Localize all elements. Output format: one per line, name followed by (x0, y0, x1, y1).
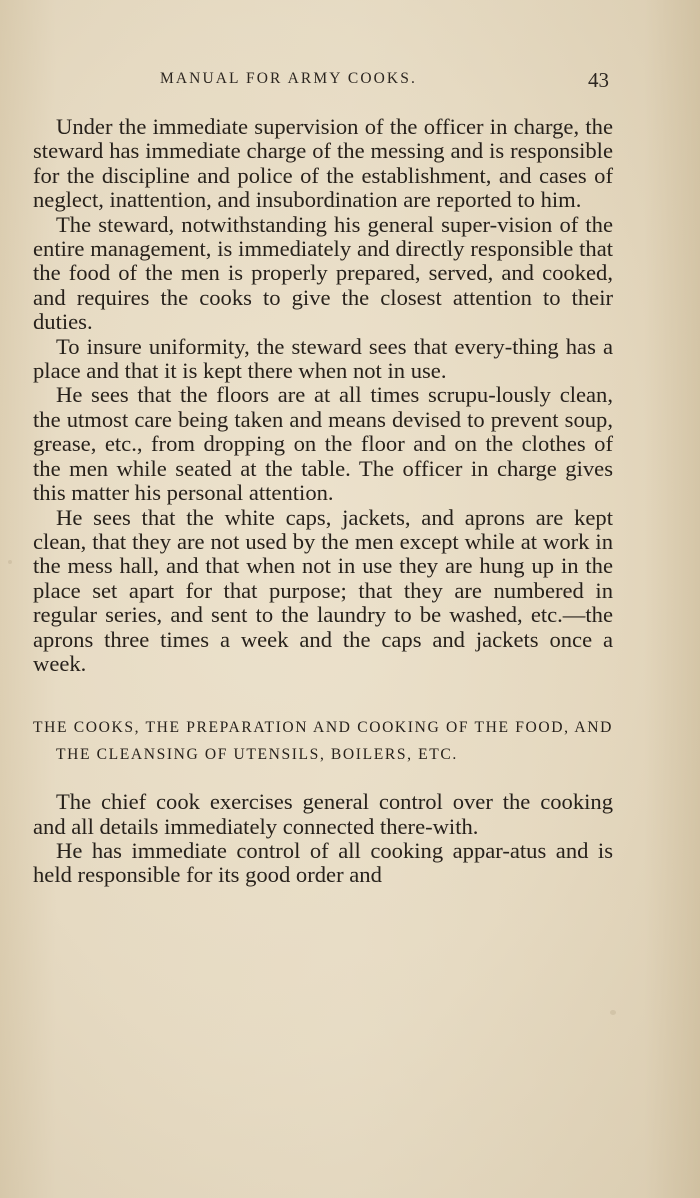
paper-stain (8, 560, 12, 564)
running-title: MANUAL FOR ARMY COOKS. (160, 70, 417, 87)
paragraph: To insure uniformity, the steward sees that every-thing has a place and that it is kept there when not in use. (33, 333, 613, 384)
page-number: 43 (588, 68, 609, 92)
section-heading: THE COOKS, THE PREPARATION AND COOKING OF THE FOOD, AND THE CLEANSING OF UTENSILS, BOILERS, ETC. (33, 719, 613, 763)
paragraph: He sees that the white caps, jackets, and aprons are kept clean, that they are not used by the men except while at work in the mess hall, and that when not in use they are hung up in the place set apart for that purpose; that they are numbered in regular series, and sent to the laundry to be washed, etc.—the aprons three times a week and the caps and jackets once a week. (33, 504, 613, 676)
paper-stain (610, 1010, 616, 1015)
page-header (0, 70, 700, 98)
paragraph: Under the immediate supervision of the officer in charge, the steward has immediate charge of the messing and is responsible for the discipline and police of the establishment, and cases of neglect, inattention, and insubordination are reported to him. (33, 114, 613, 213)
paragraph: The steward, notwithstanding his general super-vision of the entire management, is immediately and directly responsible that the food of the men is properly prepared, served, and cooked, and requires the cooks to give the closest attention to their duties. (33, 211, 613, 335)
paragraph: The chief cook exercises general control over the cooking and all details immediately connected there-with. (33, 789, 613, 839)
paragraph: He sees that the floors are at all times scrupu-lously clean, the utmost care being taken and means devised to prevent soup, grease, etc., from dropping on the floor and on the clothes of the men while seated at the table. The officer in charge gives this matter his personal attention. (33, 382, 613, 506)
paragraph: He has immediate control of all cooking appar-atus and is held responsible for its good order and (33, 837, 613, 888)
body-text (33, 115, 613, 888)
